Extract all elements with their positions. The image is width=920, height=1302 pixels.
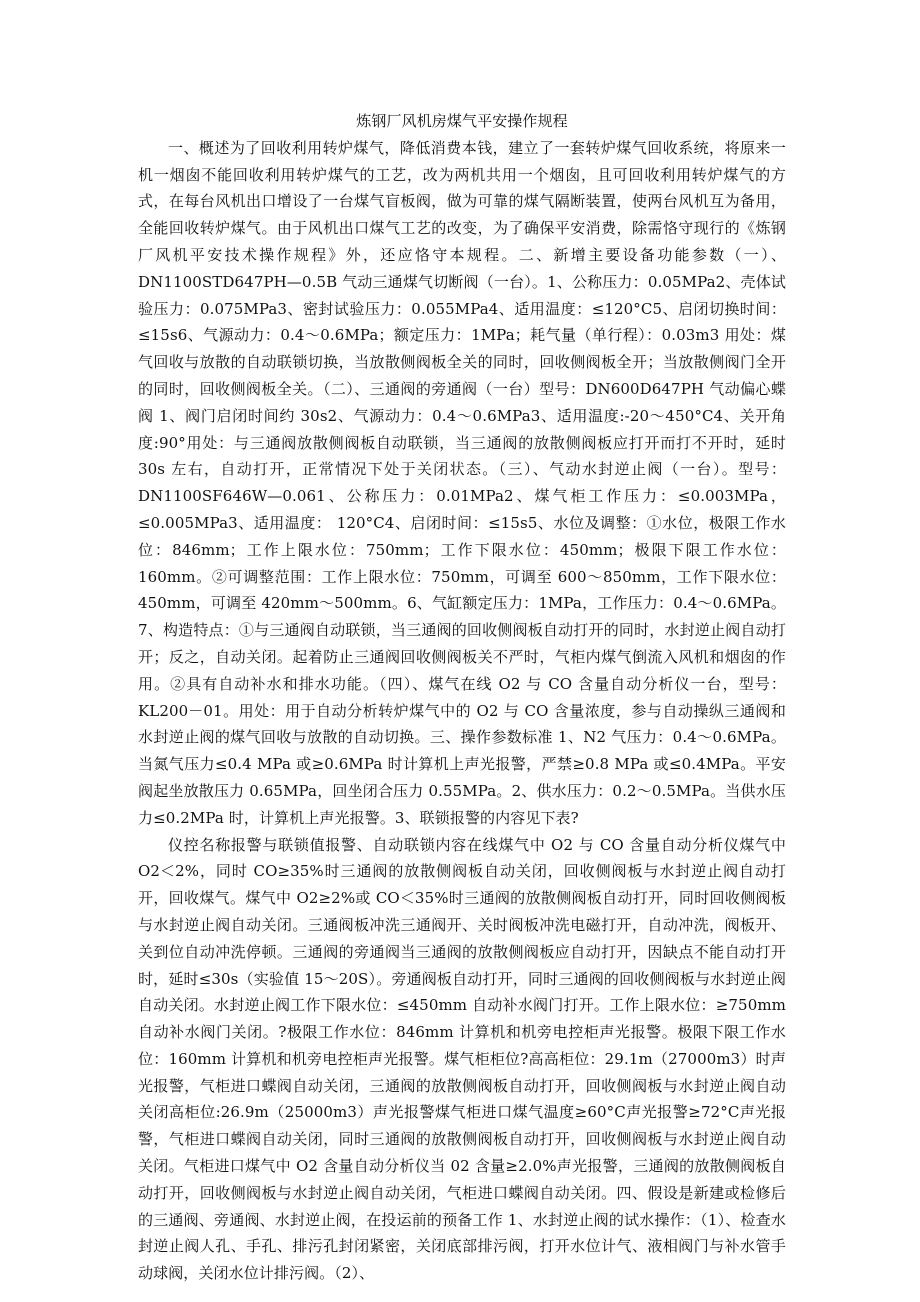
document-page <box>138 108 786 1287</box>
body-paragraph: 一、概述为了回收利用转炉煤气，降低消费本钱，建立了一套转炉煤气回收系统，将原来一机一烟囱不能回收利用转炉煤气的工艺，改为两机共用一个烟囱，且可回收利用转炉煤气的方式，在每台风机出口增设了一台煤气盲板阀，做为可靠的煤气隔断装置，使两台风机互为备用，全能回收转炉煤气。由于风机出口煤气工艺的改变，为了确保平安消费，除需恪守现行的《炼钢厂风机平安技术操作规程》外，还应恪守本规程。二、新增主要设备功能参数（一）、DN1100STD647PH—0.5B 气动三通煤气切断阀（一台）。1、公称压力：0.05MPa2、壳体试验压力：0.075MPa3、密封试验压力：0.055MPa4、适用温度：≤120°C5、启闭切换时间：≤15s6、气源动力：0.4～0.6MPa；额定压力：1MPa；耗气量（单行程）：0.03m3 用处：煤气回收与放散的自动联锁切换，当放散侧阀板全关的同时，回收侧阀板全开；当放散侧阀门全开的同时，回收侧阀板全关。（二）、三通阀的旁通阀（一台）型号：DN600D647PH 气动偏心蝶阀 1、阀门启闭时间约 30s2、气源动力：0.4～0.6MPa3、适用温度:-20～450°C4、关开角度:90°用处：与三通阀放散侧阀板自动联锁，当三通阀的放散侧阀板应打开而打不开时，延时 30s 左右，自动打开，正常情况下处于关闭状态。（三）、气动水封逆止阀（一台）。型号：DN1100SF646W—0.061、公称压力：0.01MPa2、煤气柜工作压力：≤0.003MPa，≤0.005MPa3、适用温度： 120°C4、启闭时间：≤15s5、水位及调整：①水位，极限工作水位：846mm；工作上限水位：750mm；工作下限水位：450mm；极限下限工作水位：160mm。②可调整范围：工作上限水位：750mm，可调至 600～850mm，工作下限水位：450mm，可调至 420mm～500mm。6、气缸额定压力：1MPa，工作压力：0.4～0.6MPa。7、构造特点：①与三通阀自动联锁，当三通阀的回收侧阀板自动打开的同时，水封逆止阀自动打开；反之，自动关闭。起着防止三通阀回收侧阀板关不严时，气柜内煤气倒流入风机和烟囱的作用。②具有自动补水和排水功能。（四）、煤气在线 O2 与 CO 含量自动分析仪一台，型号：KL200－01。用处：用于自动分析转炉煤气中的 O2 与 CO 含量浓度，参与自动操纵三通阀和水封逆止阀的煤气回收与放散的自动切换。三、操作参数标准 1、N2 气压力：0.4～0.6MPa。当氮气压力≤0.4 MPa 或≥0.6MPa 时计算机上声光报警，严禁≥0.8 MPa 或≤0.4MPa。平安阀起坐放散压力 0.65MPa，回坐闭合压力 0.55MPa。2、供水压力：0.2～0.5MPa。当供水压力≤0.2MPa 时，计算机上声光报警。3、联锁报警的内容见下表? <box>138 138 786 827</box>
document-title: 炼钢厂风机房煤气平安操作规程 <box>356 112 568 130</box>
body-paragraph: 仪控名称报警与联锁值报警、自动联锁内容在线煤气中 O2 与 CO 含量自动分析仪煤气中 O2＜2%，同时 CO≥35%时三通阀的放散侧阀板自动关闭，回收侧阀板与水封逆止阀自动打开，回收煤气。煤气中 O2≥2%或 CO＜35%时三通阀的放散侧阀板自动打开，同时回收侧阀板与水封逆止阀自动关闭。三通阀板冲洗三通阀开、关时阀板冲洗电磁打开，自动冲洗，阀板开、关到位自动冲洗停顿。三通阀的旁通阀当三通阀的放散侧阀板应自动打开，因缺点不能自动打开时，延时≤30s（实验值 15～20S）。旁通阀板自动打开，同时三通阀的回收侧阀板与水封逆止阀自动关闭。水封逆止阀工作下限水位：≤450mm 自动补水阀门打开。工作上限水位：≥750mm 自动补水阀门关闭。?极限工作水位：846mm 计算机和机旁电控柜声光报警。极限下限工作水位：160mm 计算机和机旁电控柜声光报警。煤气柜柜位?高高柜位：29.1m（27000m3）时声光报警，气柜进口蝶阀自动关闭，三通阀的放散侧阀板自动打开，回收侧阀板与水封逆止阀自动关闭高柜位:26.9m（25000m3）声光报警煤气柜进口煤气温度≥60°C声光报警≥72°C声光报警，气柜进口蝶阀自动关闭，同时三通阀的放散侧阀板自动打开，回收侧阀板与水封逆止阀自动关闭。气柜进口煤气中 O2 含量自动分析仪当 02 含量≥2.0%声光报警，三通阀的放散侧阀板自动打开，回收侧阀板与水封逆止阀自动关闭，气柜进口蝶阀自动关闭。四、假设是新建或检修后的三通阀、旁通阀、水封逆止阀，在投运前的预备工作 1、水封逆止阀的试水操作：（1）、检查水封逆止阀人孔、手孔、排污孔封闭紧密，关闭底部排污阀，打开水位计气、液相阀门与补水管手动球阀，关闭水位计排污阀。（2）、 <box>138 835 786 1283</box>
